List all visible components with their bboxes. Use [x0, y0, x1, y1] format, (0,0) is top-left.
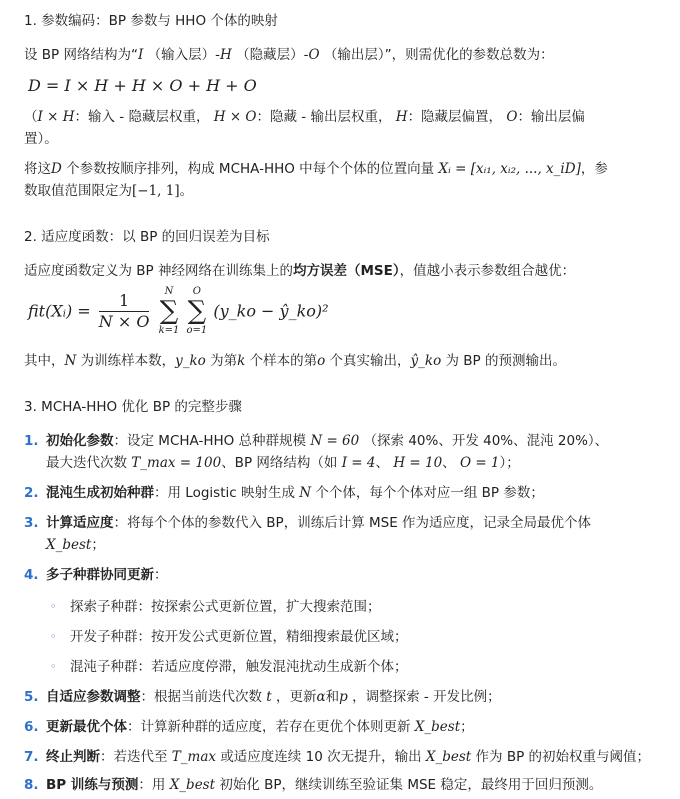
fraction-numerator: 1 [99, 291, 150, 312]
math: o [317, 353, 326, 369]
text: ； [460, 719, 474, 735]
text: 适应度函数定义为 BP 神经网络在训练集上的 [24, 263, 293, 279]
section-1-para-line2 [24, 180, 674, 202]
sum-upper: O [192, 286, 201, 297]
text: ： [154, 567, 168, 583]
step-5 [46, 686, 501, 708]
text: 、 [375, 455, 390, 471]
fraction-denominator: N × O [98, 311, 150, 331]
sub-step-chaos: 混沌子种群：若适应度停滞，触发混沌扰动生成新个体； [70, 659, 408, 675]
sum-lower: o=1 [186, 325, 208, 336]
math: I = 4 [341, 455, 376, 471]
fraction [99, 291, 150, 332]
text: 个个体，每个个体对应一组 BP 参数； [315, 485, 544, 501]
text: 数取值范围限定为 [24, 183, 132, 199]
text: 最大迭代次数 [46, 455, 127, 471]
text: 和 [325, 689, 340, 705]
math: k [237, 353, 246, 369]
text: ，更新 [276, 689, 317, 705]
math: H = 10 [393, 455, 443, 471]
formula-note-line2: 置）。 [24, 131, 58, 147]
text: ：隐藏 - 输出层权重， [256, 109, 392, 125]
text: 、 [442, 455, 456, 471]
math: T_max = 100 [131, 455, 222, 471]
text: ：将每个个体的参数代入 BP，训练后计算 MSE 作为适应度，记录全局最优个体 [113, 515, 592, 531]
text: 其中， [24, 353, 65, 369]
math: H [395, 109, 408, 125]
step-2 [46, 482, 544, 504]
text: 个样本的第 [249, 353, 318, 369]
step-1-line2 [46, 452, 520, 474]
mse-term: 均方误差（MSE） [292, 263, 400, 279]
text: ：用 Logistic 映射生成 [154, 485, 295, 501]
section-1-para-line1 [24, 158, 674, 180]
text: 为第 [210, 353, 238, 369]
text: 将这 [24, 161, 51, 177]
text: （输出层）”，则需优化的参数总数为： [323, 47, 554, 63]
step-number: 6. [24, 719, 39, 735]
bullet-icon: ◦ [50, 600, 57, 613]
math: X_best [169, 777, 216, 793]
math: p [339, 689, 348, 705]
math-I: I [137, 47, 144, 63]
text: ； [91, 537, 105, 553]
math-O: O [308, 47, 320, 63]
math: N [299, 485, 312, 501]
step-title: 终止判断 [46, 749, 100, 765]
sum-upper: N [164, 286, 174, 297]
math: X_best [425, 749, 472, 765]
math: T_max [171, 749, 217, 765]
text: ，参 [580, 161, 608, 177]
text: ：若迭代至 [100, 749, 168, 765]
fitness-formula [28, 286, 329, 336]
sub-step-explore: 探索子种群：按探索公式更新位置，扩大搜索范围； [70, 599, 381, 615]
text: ：根据当前迭代次数 [140, 689, 262, 705]
text: ）； [499, 455, 520, 471]
step-title: 计算适应度 [46, 515, 114, 531]
step-3-line2 [46, 534, 105, 556]
step-4 [46, 564, 168, 586]
step-number: 5. [24, 689, 39, 705]
section-1-title: 1. 参数编码：BP 参数与 HHO 个体的映射 [24, 13, 278, 29]
step-title: 多子种群协同更新 [46, 567, 154, 583]
text: ：用 [138, 777, 166, 793]
step-number: 1. [24, 433, 39, 449]
section-2-title: 2. 适应度函数：以 BP 的回归误差为目标 [24, 229, 270, 245]
text: 个真实输出， [329, 353, 411, 369]
text: ：计算新种群的适应度，若存在更优个体则更新 [127, 719, 411, 735]
text: ：设定 MCHA-HHO 总种群规模 [113, 433, 307, 449]
step-number: 8. [24, 777, 39, 793]
param-count-formula: D = I × H + H × O + H + O [28, 76, 257, 95]
text: 初始化 BP，继续训练至验证集 MSE 稳定，最终用于回归预测。 [219, 777, 603, 793]
section-2-where [24, 350, 674, 372]
math: N = 60 [310, 433, 360, 449]
text: （输入层）- [147, 47, 220, 63]
text: 。 [179, 183, 194, 199]
step-title: 混沌生成初始种群 [46, 485, 154, 501]
text: 作为 BP 的初始权重与阈值； [475, 749, 651, 765]
text: ，调整探索 - 开发比例； [352, 689, 501, 705]
text: 个参数按顺序排列，构成 MCHA-HHO 中每个个体的位置向量 [66, 161, 435, 177]
step-number: 2. [24, 485, 39, 501]
step-number: 4. [24, 567, 39, 583]
step-title: 初始化参数 [46, 433, 114, 449]
math: X_best [46, 537, 92, 553]
bullet-icon: ◦ [50, 660, 57, 673]
formula-lhs: fit(Xᵢ) = [28, 301, 91, 321]
section-3-title: 3. MCHA-HHO 优化 BP 的完整步骤 [24, 399, 242, 415]
section-2-intro [24, 260, 674, 282]
math: O [506, 109, 518, 125]
math: O = 1 [459, 455, 500, 471]
math: X_best [414, 719, 461, 735]
text: ：输出层偏 [517, 109, 585, 125]
math: ŷ_ko [410, 353, 442, 369]
step-6 [46, 716, 474, 738]
sum-k: N ∑ k=1 [158, 286, 180, 336]
math-H: H [220, 47, 232, 63]
sum-o: O ∑ o=1 [186, 286, 208, 336]
formula-note-line1: （I × H：输入 - 隐藏层权重， H × O：隐藏 - 输出层权重， H：隐藏层偏置， O：输出层偏 [24, 109, 585, 125]
sum-lower: k=1 [158, 325, 180, 336]
step-3-line1 [46, 512, 591, 534]
text: 或适应度连续 10 次无提升，输出 [220, 749, 422, 765]
text: ，值越小表示参数组合越优： [399, 263, 576, 279]
step-title: 自适应参数调整 [46, 689, 141, 705]
math-position-vector: Xᵢ = [xᵢ₁, xᵢ₂, ..., x_iD] [438, 161, 581, 177]
text: 设 BP 网络结构为“ [24, 47, 138, 63]
math-D: D [51, 161, 62, 177]
section-1-intro [24, 44, 674, 66]
text: ：输入 - 隐藏层权重， [74, 109, 210, 125]
text: （探索 40%、开发 40%、混沌 20%）、 [363, 433, 609, 449]
text: 、BP 网络结构（如 [221, 455, 338, 471]
step-7 [46, 746, 650, 768]
step-number: 7. [24, 749, 39, 765]
step-8 [46, 774, 602, 796]
math: α [316, 689, 326, 705]
math: H × O [213, 109, 257, 125]
bullet-icon: ◦ [50, 630, 57, 643]
step-number: 3. [24, 515, 39, 531]
text: （隐藏层）- [236, 47, 309, 63]
step-title: BP 训练与预测 [46, 777, 139, 793]
math: y_ko [175, 353, 206, 369]
step-1-line1 [46, 430, 608, 452]
step-title: 更新最优个体 [46, 719, 127, 735]
sub-step-exploit: 开发子种群：按开发公式更新位置，精细搜索最优区域； [70, 629, 408, 645]
math: N [64, 353, 77, 369]
text: 为 BP 的预测输出。 [445, 353, 566, 369]
math: I × H [37, 109, 75, 125]
text: 为训练样本数， [80, 353, 176, 369]
text: ：隐藏层偏置， [407, 109, 503, 125]
math: t [266, 689, 272, 705]
math-range: [−1, 1] [132, 183, 180, 199]
formula-body: (y_ko − ŷ_ko)² [213, 301, 329, 321]
